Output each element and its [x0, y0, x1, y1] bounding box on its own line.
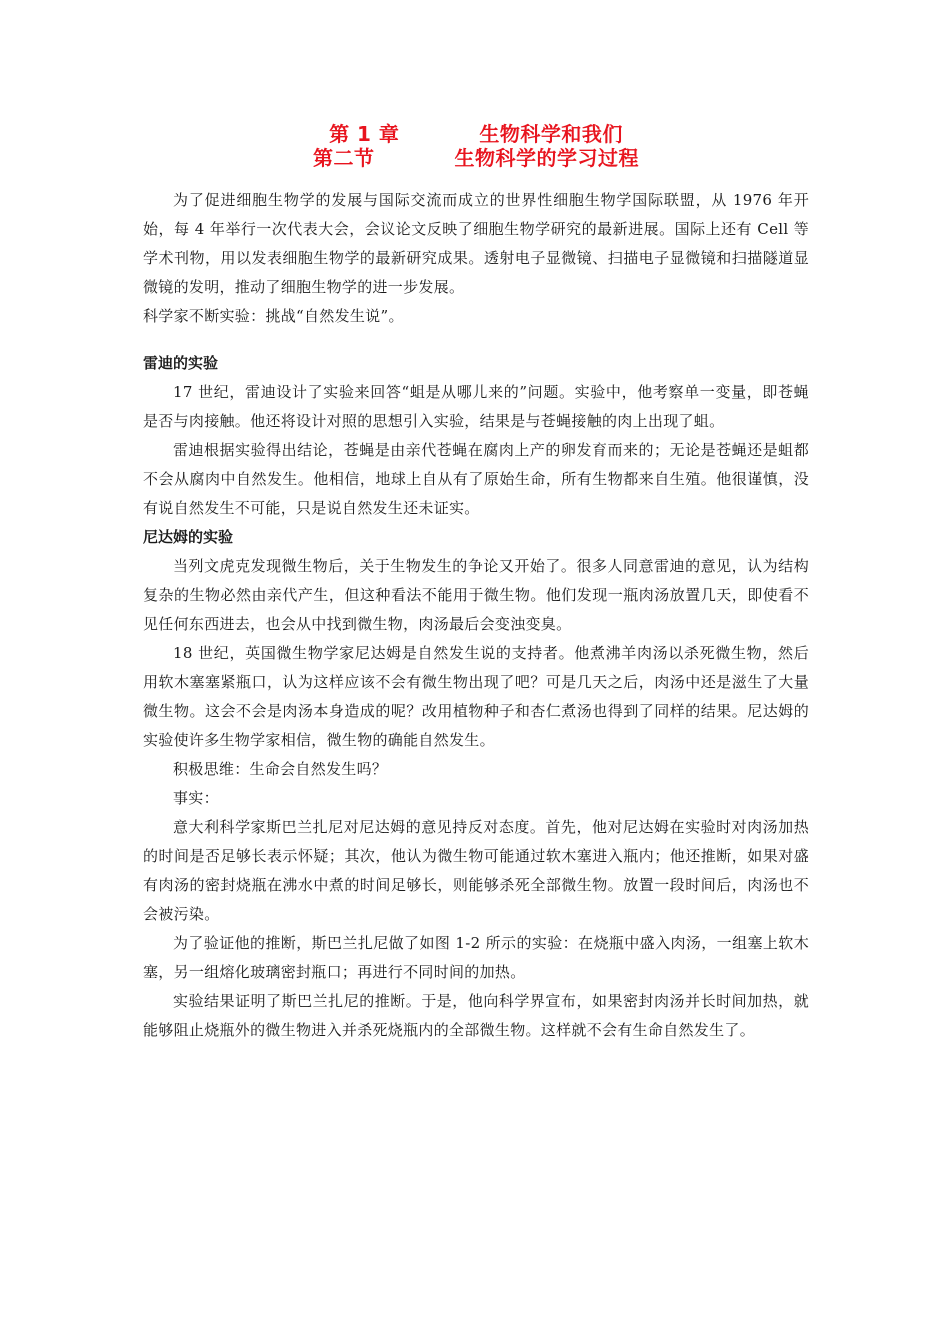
- needham-paragraph-3: 积极思维：生命会自然发生吗？: [173, 760, 388, 778]
- document-page: [143, 122, 809, 1045]
- needham-paragraph-5: 意大利科学家斯巴兰扎尼对尼达姆的意见持反对态度。首先，他对尼达姆在实验时对肉汤加热的时间是否足够长表示怀疑；其次，他认为微生物可能通过软木塞进入瓶内；他还推断，如果对盛有肉汤的密封烧瓶在沸水中煮的时间足够长，则能够杀死全部微生物。放置一段时间后，肉汤也不会被污染。: [143, 818, 809, 923]
- chapter-number: 第 1 章: [329, 122, 400, 146]
- section-number: 第二节: [313, 146, 375, 170]
- needham-paragraph-4: 事实：: [173, 789, 219, 807]
- needham-paragraph-7: 实验结果证明了斯巴兰扎尼的推断。于是，他向科学界宣布，如果密封肉汤并长时间加热，就能够阻止烧瓶外的微生物进入并杀死烧瓶内的全部微生物。这样就不会有生命自然发生了。: [143, 992, 809, 1039]
- title-block: [143, 122, 809, 170]
- needham-paragraph-6: 为了验证他的推断，斯巴兰扎尼做了如图 1-2 所示的实验：在烧瓶中盛入肉汤，一组塞上软木塞，另一组熔化玻璃密封瓶口；再进行不同时间的加热。: [143, 934, 809, 981]
- redi-paragraph-1: 17 世纪，雷迪设计了实验来回答“蛆是从哪儿来的”问题。实验中，他考察单一变量，即苍蝇是否与肉接触。他还将设计对照的思想引入实验，结果是与苍蝇接触的肉上出现了蛆。: [143, 383, 809, 430]
- chapter-title: 生物科学和我们: [479, 122, 623, 146]
- redi-heading: 雷迪的实验: [143, 354, 219, 372]
- needham-heading: 尼达姆的实验: [143, 528, 234, 546]
- intro-line: 科学家不断实验：挑战“自然发生说”。: [143, 307, 404, 325]
- chapter-title-line: [143, 122, 809, 146]
- needham-paragraph-2: 18 世纪，英国微生物学家尼达姆是自然发生说的支持者。他煮沸羊肉汤以杀死微生物，然后用软木塞塞紧瓶口，认为这样应该不会有微生物出现了吧？可是几天之后，肉汤中还是滋生了大量微生物。这会不会是肉汤本身造成的呢？改用植物种子和杏仁煮汤也得到了同样的结果。尼达姆的实验使许多生物学家相信，微生物的确能自然发生。: [143, 644, 809, 749]
- intro-paragraph: 为了促进细胞生物学的发展与国际交流而成立的世界性细胞生物学国际联盟，从 1976 年开始，每 4 年举行一次代表大会，会议论文反映了细胞生物学研究的最新进展。国际上还有 Cell 等学术刊物，用以发表细胞生物学的最新研究成果。透射电子显微镜、扫描电子显微镜和扫描隧道显微镜的发明，推动了细胞生物学的进一步发展。: [143, 191, 809, 296]
- needham-paragraph-1: 当列文虎克发现微生物后，关于生物发生的争论又开始了。很多人同意雷迪的意见，认为结构复杂的生物必然由亲代产生，但这种看法不能用于微生物。他们发现一瓶肉汤放置几天，即使看不见任何东西进去，也会从中找到微生物，肉汤最后会变浊变臭。: [143, 557, 809, 633]
- section-gap: [143, 331, 809, 349]
- section-title: 生物科学的学习过程: [454, 146, 639, 170]
- redi-paragraph-2: 雷迪根据实验得出结论，苍蝇是由亲代苍蝇在腐肉上产的卵发育而来的；无论是苍蝇还是蛆都不会从腐肉中自然发生。他相信，地球上自从有了原始生命，所有生物都来自生殖。他很谨慎，没有说自然发生不可能，只是说自然发生还未证实。: [143, 441, 809, 517]
- section-title-line: [143, 146, 809, 170]
